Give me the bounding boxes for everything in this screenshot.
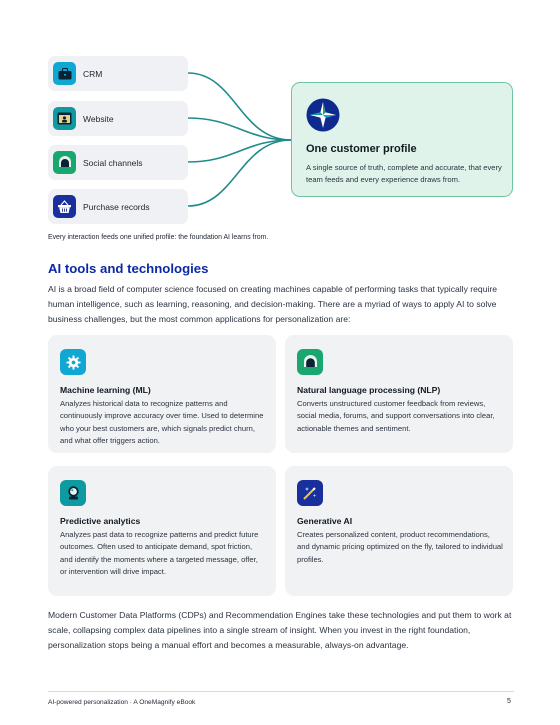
gear-icon xyxy=(60,349,86,375)
source-label: Purchase records xyxy=(83,201,150,212)
source-social-channels xyxy=(48,145,188,180)
connector-website xyxy=(188,118,291,140)
source-label: Social channels xyxy=(83,157,143,168)
chat-bubble-icon xyxy=(53,151,76,174)
section-intro: AI is a broad field of computer science focused on creating machines capable of performing tasks that typically require human intelligence, such as learning, reasoning, and decision-making. There are a myriad of ways to apply AI to solve business challenges, but the most common applications for personalization are: xyxy=(48,284,498,324)
connector-crm xyxy=(188,73,291,140)
connector-social xyxy=(188,140,291,162)
browser-icon xyxy=(53,107,76,130)
card-description: Analyzes past data to recognize patterns and predict future outcomes. Often used to anticipate demand, spot friction, and identify the moments where a targeted message, offer, or intervention will drive impact. xyxy=(60,530,259,576)
footer-divider xyxy=(48,691,514,692)
data-sources-diagram xyxy=(0,0,560,240)
card-title: Machine learning (ML) xyxy=(60,385,151,395)
customer-profile-box xyxy=(291,82,513,197)
connector-purchase xyxy=(188,140,291,206)
footer-title: AI-powered personalization · A OneMagnify eBook xyxy=(48,699,196,706)
card-description: Converts unstructured customer feedback from reviews, social media, forums, and support conversations into clear, actionable themes and sentiment. xyxy=(297,399,495,433)
card-description: Analyzes historical data to recognize patterns and continuously improve accuracy over time. Used to determine who your best customers are, which signals predict churn, and what offer triggers action. xyxy=(60,399,264,445)
source-purchase-records xyxy=(48,189,188,224)
card-machine-learning xyxy=(48,335,276,453)
crystal-ball-icon xyxy=(60,480,86,506)
source-website xyxy=(48,101,188,136)
source-label: CRM xyxy=(83,68,103,79)
page-number: 5 xyxy=(507,698,511,705)
speech-bubble-icon xyxy=(297,349,323,375)
briefcase-icon xyxy=(53,62,76,85)
card-generative-ai xyxy=(285,466,513,596)
source-label: Website xyxy=(83,113,114,124)
magic-wand-icon xyxy=(297,480,323,506)
profile-title: One customer profile xyxy=(306,143,417,155)
profile-description: A single source of truth, complete and accurate, that every team feeds and every experience draws from. xyxy=(306,163,502,184)
card-title: Natural language processing (NLP) xyxy=(297,385,441,395)
card-description: Creates personalized content, product recommendations, and dynamic pricing optimized on the fly, tailored to individual profiles. xyxy=(297,530,503,564)
section-title: AI tools and technologies xyxy=(48,261,209,276)
card-nlp xyxy=(285,335,513,453)
card-title: Generative AI xyxy=(297,516,353,526)
card-title: Predictive analytics xyxy=(60,516,141,526)
onemagnify-star-logo xyxy=(306,98,340,137)
card-predictive-analytics xyxy=(48,466,276,596)
source-crm xyxy=(48,56,188,91)
shopping-basket-icon xyxy=(53,195,76,218)
closing-paragraph: Modern Customer Data Platforms (CDPs) and Recommendation Engines take these technologies and put them to work at scale, collapsing complex data pipelines into a single stream of insight. When you invest in the right foundation, personalization stops being a manual effort and becomes a measurable, always-on advantage. xyxy=(48,610,512,650)
diagram-caption: Every interaction feeds one unified profile: the foundation AI learns from. xyxy=(48,234,269,241)
